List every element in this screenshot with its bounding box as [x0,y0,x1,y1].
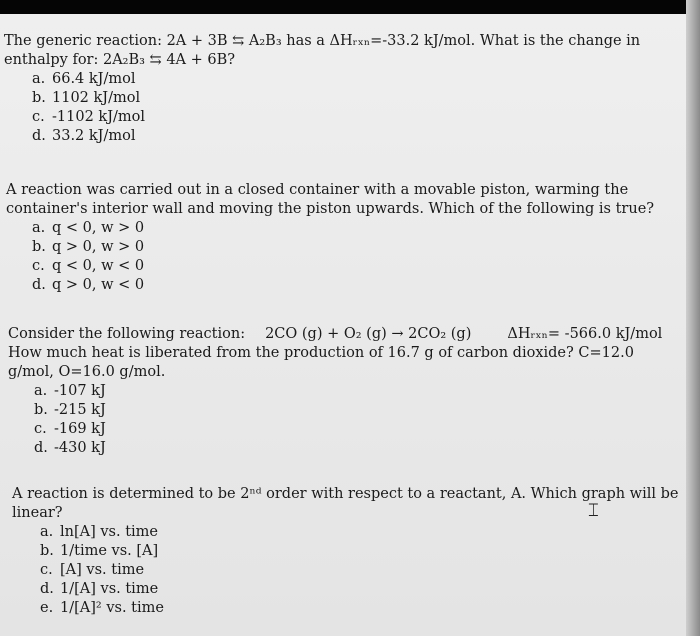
option-c[interactable]: c. q < 0, w < 0 [32,258,145,274]
text-cursor-icon: ⌶ [588,500,599,521]
enthalpy-value: ΔHᵣₓₙ= -566.0 kJ/mol [507,326,663,342]
question-3 [8,325,684,458]
option-d[interactable]: d. 1/[A] vs. time [40,581,159,597]
question-4-stem-line-1: A reaction is determined to be 2ⁿᵈ order with respect to a reactant, A. Which graph will be [12,486,679,502]
option-c[interactable]: c. -169 kJ [34,421,106,437]
question-1-stem-line-1: The generic reaction: 2A + 3B ⇆ A₂B₃ has a ΔHᵣₓₙ=-33.2 kJ/mol. What is the change in [4,33,641,49]
option-d[interactable]: d. q > 0, w < 0 [32,277,145,293]
question-1 [4,32,684,146]
question-1-options [32,70,684,146]
question-2-stem-line-1: A reaction was carried out in a closed container with a movable piston, warming the [6,182,629,198]
option-e[interactable]: e. 1/[A]² vs. time [40,600,164,616]
option-b[interactable]: b. 1102 kJ/mol [32,90,141,106]
option-a[interactable]: a. q < 0, w > 0 [32,220,145,236]
question-2-options [32,219,686,295]
question-2-stem-line-2: container's interior wall and moving the piston upwards. Which of the following is true? [6,201,655,217]
question-4 [12,485,684,618]
question-3-stem-line-2: How much heat is liberated from the production of 16.7 g of carbon dioxide? C=12.0 [8,345,634,361]
option-a[interactable]: a. ln[A] vs. time [40,524,159,540]
option-c[interactable]: c. -1102 kJ/mol [32,109,146,125]
option-d[interactable]: d. -430 kJ [34,440,106,456]
reaction-equation: 2CO (g) + O₂ (g) → 2CO₂ (g) [265,326,472,342]
question-4-options [40,523,684,618]
top-dark-border [0,0,700,14]
option-c[interactable]: c. [A] vs. time [40,562,145,578]
option-b[interactable]: b. 1/time vs. [A] [40,543,159,559]
question-3-options [34,382,684,458]
option-a[interactable]: a. -107 kJ [34,383,106,399]
question-4-stem-line-2: linear? [12,505,63,521]
option-d[interactable]: d. 33.2 kJ/mol [32,128,136,144]
right-edge-shadow [686,0,700,636]
question-1-stem-line-2: enthalpy for: 2A₂B₃ ⇆ 4A + 6B? [4,52,236,68]
question-2 [6,181,686,295]
question-3-stem-line-3: g/mol, O=16.0 g/mol. [8,364,166,380]
option-a[interactable]: a. 66.4 kJ/mol [32,71,136,87]
question-3-stem-line-1: Consider the following reaction: 2CO (g) + O₂ (g) → 2CO₂ (g) ΔHᵣₓₙ= -566.0 kJ/mol [8,326,663,342]
option-b[interactable]: b. -215 kJ [34,402,106,418]
option-b[interactable]: b. q > 0, w > 0 [32,239,145,255]
